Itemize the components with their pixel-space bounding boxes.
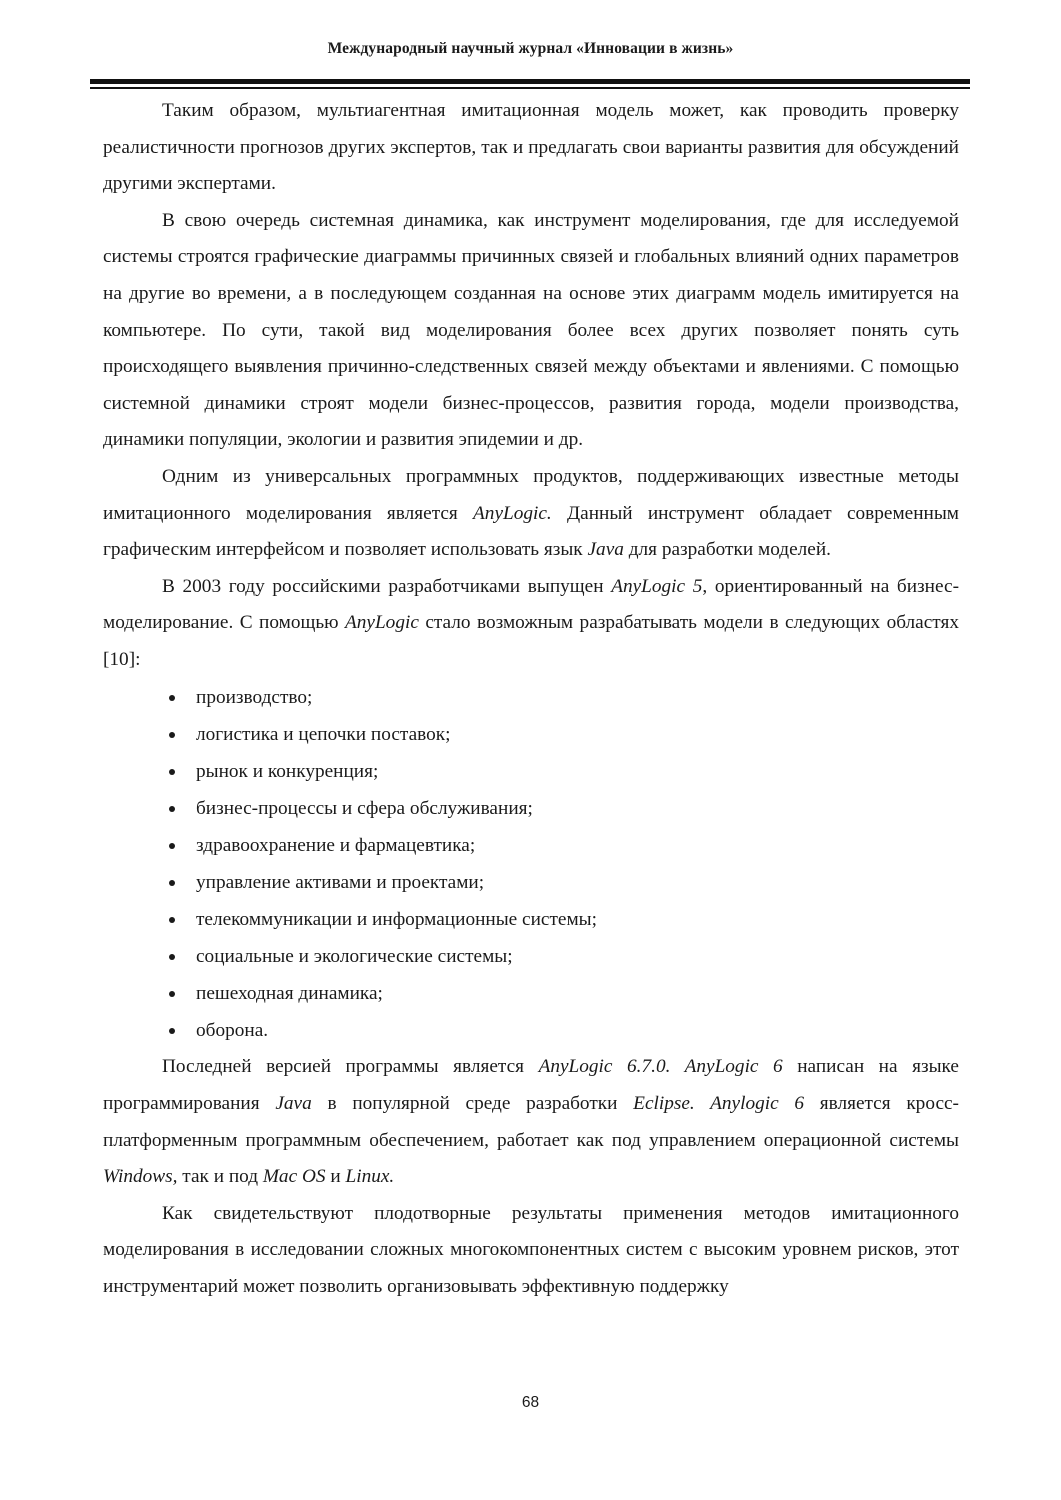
- paragraph-5-text-1: Последней версией программы является: [162, 1056, 539, 1078]
- list-item: логистика и цепочки поставок;: [103, 716, 959, 753]
- journal-title: Международный научный журнал «Инновации в жизнь»: [327, 40, 734, 57]
- paragraph-5-italic-6: Linux.: [345, 1166, 395, 1188]
- list-item: телекоммуникации и информационные системы;: [103, 901, 959, 938]
- list-item: пешеходная динамика;: [103, 975, 959, 1012]
- header-rule-thick: [90, 79, 970, 84]
- header-rule-thin: [90, 87, 970, 89]
- list-item: оборона.: [103, 1012, 959, 1049]
- paragraph-3-italic-1: AnyLogic.: [473, 502, 552, 524]
- paragraph-5-text-3: в популярной среде разработки: [311, 1093, 634, 1115]
- paragraph-3-text-1: Одним из универсальных программных продуктов, поддерживающих известные методы имитационного моделирования является: [103, 465, 959, 524]
- paragraph-4: [103, 569, 959, 679]
- paragraph-5-text-5: так и под: [177, 1166, 263, 1188]
- paragraph-4-text-2: , ориентированный на бизнес-моделирование. С помощью: [103, 575, 959, 634]
- paragraph-5-text-6: и: [325, 1166, 346, 1188]
- paragraph-1: Таким образом, мультиагентная имитационная модель может, как проводить проверку реалистичности прогнозов других экспертов, так и предлагать свои варианты развития для обсуждений другими экспертами.: [103, 100, 959, 195]
- paragraph-5-text-4: является кросс-платформенным программным обеспечением, работает как под управлением операционной системы: [103, 1093, 959, 1151]
- paragraph-5: [103, 1049, 959, 1195]
- page-body: [103, 93, 959, 1306]
- list-item: здравоохранение и фармацевтика;: [103, 827, 959, 864]
- list-item: управление активами и проектами;: [103, 864, 959, 901]
- paragraph-5-text-2: написан на языке программирования: [103, 1056, 959, 1115]
- paragraph-5-italic-3: Eclipse. Anylogic 6: [633, 1093, 805, 1115]
- paragraph-4-text-3: стало возможным разрабатывать модели в следующих областях [10]:: [103, 612, 959, 670]
- paragraph-3-italic-2: Java: [587, 539, 624, 561]
- paragraph-4-text-1: В 2003 году российскими разработчиками выпущен: [162, 575, 612, 597]
- paragraph-3: [103, 459, 959, 569]
- paragraph-2: В свою очередь системная динамика, как инструмент моделирования, где для исследуемой системы строятся графические диаграммы причинных связей и глобальных влияний одних параметров на другие во времени, а в последующем созданная на основе этих диаграмм модель имитируется на компьютере. По сути, такой вид моделирования более всех других позволяет понять суть происходящего выявления причинно-следственных связей между объектами и явлениями. С помощью системной динамики строят модели бизнес-процессов, развития города, модели производства, динамики популяции, экологии и развития эпидемии и др.: [103, 209, 959, 451]
- list-item: рынок и конкуренция;: [103, 753, 959, 790]
- paragraph-6: Как свидетельствуют плодотворные результаты применения методов имитационного моделирования в исследовании сложных многокомпонентных систем с высоким уровнем рисков, этот инструментарий может позволить организовывать эффективную поддержку: [103, 1202, 959, 1297]
- paragraph-5-italic-2: Java: [275, 1093, 312, 1115]
- paragraph-5-italic-4: Windows,: [103, 1166, 178, 1188]
- paragraph-4-italic-2: AnyLogic: [344, 612, 419, 634]
- page-number: 68: [521, 1394, 540, 1411]
- list-item: производство;: [103, 679, 959, 716]
- paragraph-4-italic-1: AnyLogic 5: [611, 575, 703, 597]
- paragraph-3-text-3: для разработки моделей.: [623, 539, 831, 561]
- application-areas-list: [103, 679, 959, 1050]
- paragraph-5-italic-1: AnyLogic 6.7.0. AnyLogic 6: [538, 1056, 783, 1078]
- list-item: социальные и экологические системы;: [103, 938, 959, 975]
- paragraph-3-text-2: Данный инструмент обладает современным графическим интерфейсом и позволяет использовать язык: [103, 502, 959, 561]
- paragraph-5-italic-5: Mac OS: [262, 1166, 326, 1188]
- list-item: бизнес-процессы и сфера обслуживания;: [103, 790, 959, 827]
